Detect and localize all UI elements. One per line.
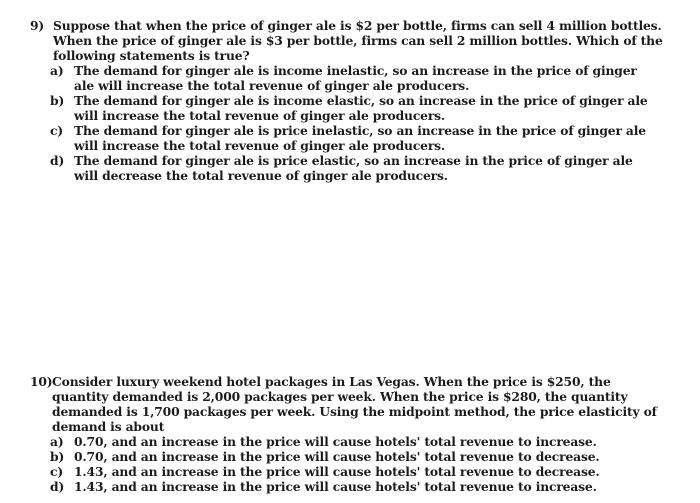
option-a [30,434,670,449]
option-text: The demand for ginger ale is income elastic, so an increase in the price of ginger ale will increase the total revenue of ginger ale producers. [74,93,648,123]
option-a [30,63,670,93]
option-letter: c) [50,123,64,138]
question-9 [30,18,670,183]
question-text: Consider luxury weekend hotel packages in Las Vegas. When the price is $250, the quantity demanded is 2,000 packages per week. When the price is $280, the quantity demanded is 1,700 packages per week. Using the midpoint method, the price elasticity of demand is about [52,374,657,434]
question-number: 9) [30,18,45,33]
option-b [30,449,670,464]
option-text: 0.70, and an increase in the price will cause hotels' total revenue to decrease. [74,449,600,464]
option-text: The demand for ginger ale is price inelastic, so an increase in the price of ginger ale will increase the total revenue of ginger ale producers. [74,123,646,153]
option-d [30,479,670,494]
option-text: 0.70, and an increase in the price will cause hotels' total revenue to increase. [74,434,597,449]
question-stem [30,374,670,434]
question-text: Suppose that when the price of ginger ale is $2 per bottle, firms can sell 4 million bottles. When the price of ginger ale is $3 per bottle, firms can sell 2 million bottles. Which of the following statements is true? [53,18,663,63]
option-text: The demand for ginger ale is price elastic, so an increase in the price of ginger ale will decrease the total revenue of ginger ale producers. [74,153,633,183]
option-letter: d) [50,153,65,168]
option-letter: c) [50,464,64,479]
option-text: 1.43, and an increase in the price will cause hotels' total revenue to decrease. [74,464,600,479]
option-letter: b) [50,449,65,464]
question-10 [30,374,670,494]
option-letter: d) [50,479,65,494]
question-number: 10) [30,374,53,389]
option-b [30,93,670,123]
option-text: 1.43, and an increase in the price will cause hotels' total revenue to increase. [74,479,597,494]
option-letter: a) [50,63,64,78]
option-letter: b) [50,93,65,108]
question-stem [30,18,670,63]
option-letter: a) [50,434,64,449]
option-d [30,153,670,183]
option-c [30,464,670,479]
option-c [30,123,670,153]
answer-options [30,63,670,183]
answer-options [30,434,670,494]
option-text: The demand for ginger ale is income inelastic, so an increase in the price of ginger ale will increase the total revenue of ginger ale producers. [74,63,637,93]
